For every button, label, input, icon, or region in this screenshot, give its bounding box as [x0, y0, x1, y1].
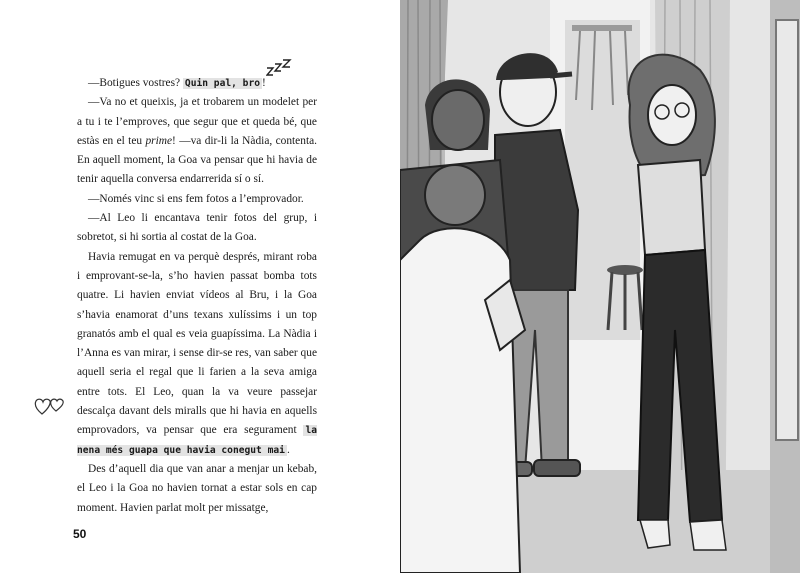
- fitting-room-illustration: [400, 0, 800, 573]
- illustration-page: [400, 0, 800, 573]
- page-number: 50: [73, 527, 87, 541]
- paragraph-2: —Va no et queixis, ja et trobarem un modelet per a tu i te l’emproves, que segur que et queda bé, que estàs en el teu prime! —va dir-li la Nàdia, contenta. En aquell moment, la Goa va pensar que hi havia de tenir aquella conversa endarrerida sí o sí.: [77, 96, 318, 186]
- body-text: [77, 74, 317, 518]
- highlight-phrase: la nena més guapa que havia conegut mai: [77, 425, 317, 456]
- highlight-phrase: Quin pal, bro: [184, 78, 261, 89]
- paragraph-3: —Només vinc si ens fem fotos a l’emprovador.: [88, 192, 304, 205]
- paragraph-4: —Al Leo li encantava tenir fotos del grup, i sobretot, si hi sortia al costat de la Goa.: [77, 212, 317, 244]
- paragraph-1: —Botigues vostres? Quin pal, bro !: [88, 77, 266, 89]
- paragraph-6: Des d’aquell dia que van anar a menjar un kebab, el Leo i la Goa no havien tornat a estar sols en cap moment. Havien parlat molt per missatge,: [77, 462, 317, 514]
- paragraph-5: Havia remugat en va perquè després, mirant roba i emprovant-se-la, s’ho havien passat bomba tots quatre. Li havien enviat vídeos al Bru, i la Goa s’havia enamorat d’uns texans xulíssims i un top granatós amb el qual es veia guapíssima. La Nàdia i l’Anna es van mirar, i sense dir-se res, van saber que aquell seria el regal que li farien a la seva amiga entre tots. El Leo, quan la va veure passejar descalça davant dels miralls que hi havia en aquells emprovadors, va pensar que era segurament la nena més guapa que havia conegut mai .: [77, 250, 317, 456]
- hearts-doodle-icon: [34, 395, 66, 417]
